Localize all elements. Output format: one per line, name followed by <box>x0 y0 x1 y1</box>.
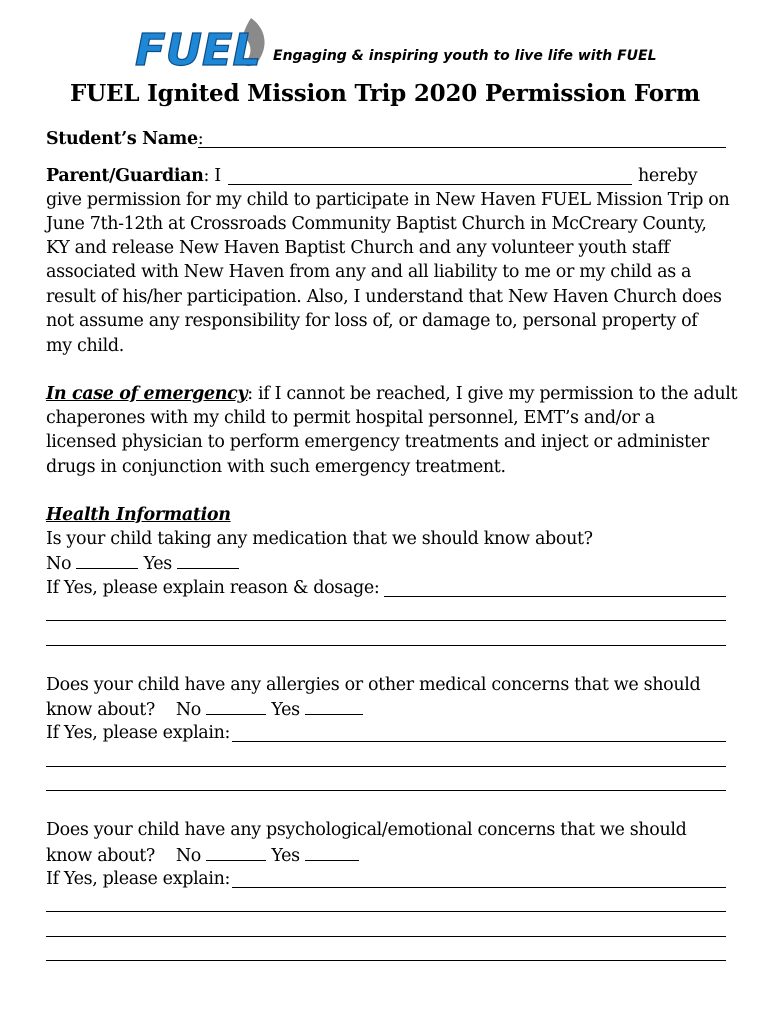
parent-text-line: my child. <box>46 336 124 356</box>
parent-name-field[interactable] <box>228 184 632 185</box>
yes-label: Yes <box>143 554 172 574</box>
emergency-text-line: licensed physician to perform emergency treatments and inject or administer <box>46 432 709 452</box>
psych-explain-line[interactable] <box>46 911 726 912</box>
allergy-yes-field[interactable] <box>305 697 363 715</box>
allergy-explain-field[interactable] <box>232 741 726 742</box>
psych-explain-line[interactable] <box>46 936 726 937</box>
allergy-question-end: know about? <box>46 700 155 720</box>
psych-question: Does your child have any psychological/emotional concerns that we should <box>46 820 687 840</box>
svg-text:FUEL: FUEL <box>135 25 261 72</box>
no-label: No <box>175 846 201 866</box>
student-name-row: Student’s Name: <box>46 129 204 149</box>
psych-question-end: know about? <box>46 846 155 866</box>
psych-no-field[interactable] <box>206 843 266 861</box>
psych-explain-label: If Yes, please explain: <box>46 869 231 889</box>
parent-text-line: KY and release New Haven Baptist Church and any volunteer youth staff <box>46 238 670 258</box>
medication-explain-line[interactable] <box>46 620 726 621</box>
parent-label: Parent/Guardian <box>46 166 204 186</box>
psych-yes-no-row <box>46 843 726 869</box>
emergency-text-line: drugs in conjunction with such emergency treatment. <box>46 457 506 477</box>
emergency-text-line: chaperones with my child to permit hospital personnel, EMT’s and/or a <box>46 408 655 428</box>
tagline: Engaging & inspiring youth to live life with FUEL <box>273 48 657 64</box>
psych-explain-field[interactable] <box>232 887 726 888</box>
parent-text-line: result of his/her participation. Also, I understand that New Haven Church does <box>46 287 722 307</box>
allergy-yes-no-row <box>46 697 726 723</box>
parent-text-line: give permission for my child to participate in New Haven FUEL Mission Trip on <box>46 190 730 210</box>
student-name-label: Student’s Name <box>46 129 198 149</box>
student-name-field[interactable] <box>198 147 726 148</box>
health-heading <box>46 503 726 528</box>
medication-no-field[interactable] <box>76 551 138 569</box>
emergency-row <box>46 382 738 407</box>
allergy-explain-line[interactable] <box>46 766 726 767</box>
yes-label: Yes <box>271 846 300 866</box>
header <box>133 14 657 72</box>
medication-explain-label: If Yes, please explain reason & dosage: <box>46 578 380 598</box>
medication-explain-field[interactable] <box>384 596 726 597</box>
medication-yes-field[interactable] <box>177 551 239 569</box>
no-label: No <box>46 554 72 574</box>
medication-question: Is your child taking any medication that we should know about? <box>46 529 593 549</box>
emergency-text: : if I cannot be reached, I give my permission to the adult <box>247 384 738 404</box>
psych-yes-field[interactable] <box>305 843 359 861</box>
allergy-explain-label: If Yes, please explain: <box>46 723 231 743</box>
no-label: No <box>175 700 201 720</box>
fuel-logo <box>133 14 273 72</box>
parent-row: Parent/Guardian: I <box>46 166 221 186</box>
emergency-label: In case of emergency <box>46 384 248 404</box>
medication-explain-line[interactable] <box>46 645 726 646</box>
page-title: FUEL Ignited Mission Trip 2020 Permission Form <box>70 80 700 107</box>
parent-text-line: associated with New Haven from any and all liability to me or my child as a <box>46 262 692 282</box>
health-heading-text: Health Information <box>46 505 231 525</box>
medication-yes-no-row <box>46 551 726 577</box>
parent-text-line: June 7th-12th at Crossroads Community Baptist Church in McCreary County, <box>46 214 707 234</box>
parent-prefix: I <box>214 166 221 186</box>
parent-suffix: hereby <box>638 166 698 186</box>
allergy-no-field[interactable] <box>206 697 266 715</box>
allergy-question: Does your child have any allergies or other medical concerns that we should <box>46 675 701 695</box>
yes-label: Yes <box>271 700 300 720</box>
parent-text-line: not assume any responsibility for loss of, or damage to, personal property of <box>46 311 698 331</box>
allergy-explain-line[interactable] <box>46 790 726 791</box>
psych-explain-line[interactable] <box>46 960 726 961</box>
